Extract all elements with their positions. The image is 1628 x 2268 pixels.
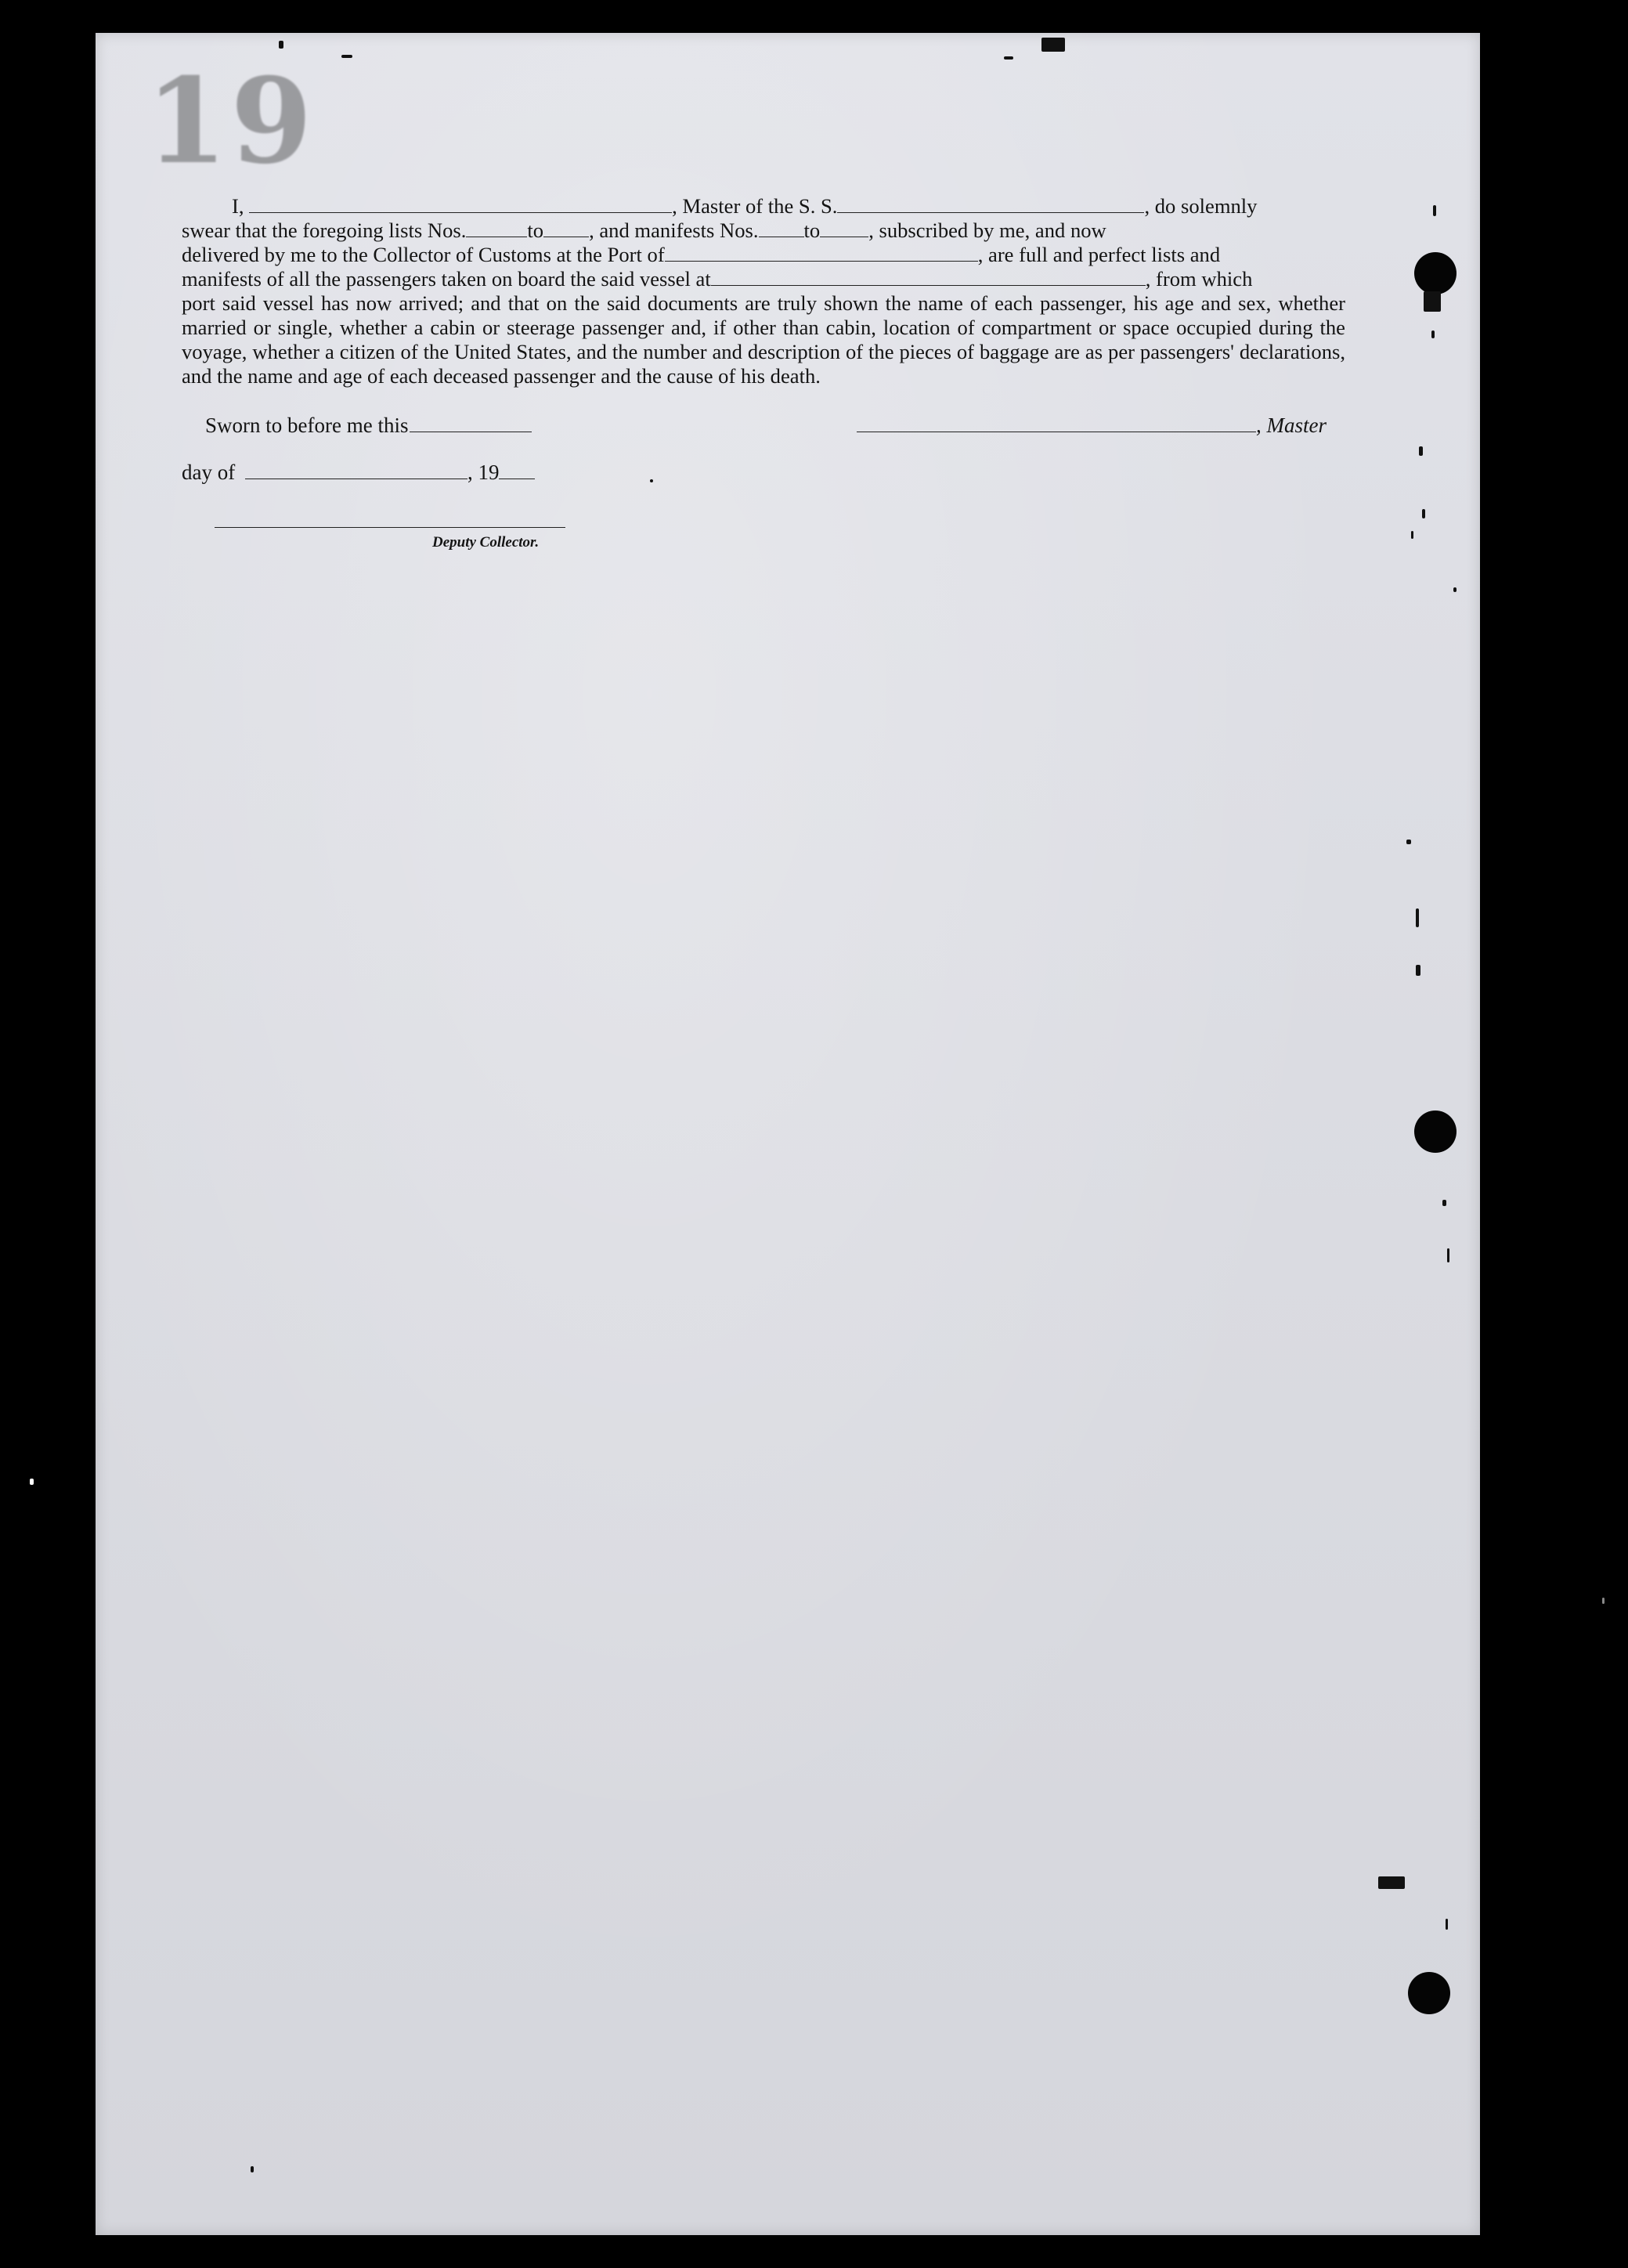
embark-port-blank	[711, 271, 1146, 286]
manifest-from-blank	[759, 222, 804, 237]
master-name-blank	[249, 198, 672, 213]
ink-mark	[1416, 965, 1420, 976]
binding-hole-top	[1414, 252, 1457, 294]
oath-delivered: delivered by me to the Collector of Customs at the Port of	[182, 243, 665, 266]
oath-master-of-ss: , Master of the S. S.	[672, 194, 838, 218]
oath-to-2: to	[803, 218, 821, 242]
scan-dust	[1602, 1598, 1605, 1604]
oath-are-full: , are full and perfect lists and	[977, 243, 1221, 266]
day-of-line	[182, 460, 535, 485]
ink-mark	[1433, 205, 1436, 216]
oath-line-3	[182, 243, 1345, 267]
sworn-line	[205, 414, 532, 438]
ink-mark	[1411, 531, 1413, 539]
oath-swear-text: swear that the foregoing lists Nos.	[182, 218, 467, 242]
day-of-text: day of	[182, 460, 236, 484]
year-blank	[499, 464, 535, 479]
ink-mark	[1447, 1248, 1449, 1262]
ink-mark	[1416, 908, 1419, 927]
month-blank	[245, 464, 467, 479]
ink-mark	[1424, 291, 1441, 312]
list-to-blank	[543, 222, 589, 237]
year-prefix: , 19	[467, 460, 500, 484]
sworn-text: Sworn to before me this	[205, 414, 409, 437]
sheet-number-stamp: 19	[146, 52, 316, 190]
deputy-collector-caption: Deputy Collector.	[432, 534, 540, 551]
oath-line-4	[182, 267, 1345, 291]
oath-manifests-all: manifests of all the passengers taken on board the said vessel at	[182, 267, 711, 291]
ink-mark	[341, 55, 352, 58]
ink-mark	[1422, 509, 1425, 518]
oath-word-i: I,	[232, 194, 244, 218]
ink-mark	[1453, 587, 1457, 592]
bleed-through-header	[471, 158, 1411, 175]
oath-do-solemnly: , do solemnly	[1144, 194, 1258, 218]
ink-mark	[1419, 446, 1423, 456]
ink-mark	[279, 41, 283, 49]
port-blank	[665, 247, 978, 262]
list-from-blank	[466, 222, 527, 237]
oath-from-which: , from which	[1145, 267, 1253, 291]
ink-mark	[1004, 56, 1013, 60]
oath-remainder: port said vessel has now arrived; and that on the said documents are truly shown the name of each passenger, his age and sex, whether married or single, whether a cabin or steerage passenger and, if other than cabin, location of compartment or space occupied during the voyage, whether a citizen of the United States, and the number and description of the pieces of baggage are as per passengers' declarations, and the name and age of each deceased passenger and the cause of his death.	[182, 291, 1345, 388]
oath-line-2	[182, 218, 1345, 243]
oath-subscribed: , subscribed by me, and now	[868, 218, 1106, 242]
ship-name-blank	[837, 198, 1144, 213]
ink-mark	[1431, 330, 1435, 338]
ink-mark	[251, 2166, 254, 2172]
master-label: , Master	[1256, 414, 1327, 437]
ink-mark	[1378, 1876, 1405, 1889]
oath-to-1: to	[527, 218, 544, 242]
oath-line-1	[182, 194, 1345, 218]
ink-mark	[650, 479, 653, 482]
ink-mark	[1446, 1919, 1448, 1930]
manifest-to-blank	[820, 222, 868, 237]
sworn-day-blank	[410, 417, 532, 432]
oath-and-manifests: , and manifests Nos.	[589, 218, 759, 242]
oath-paragraph	[182, 194, 1345, 388]
ink-mark	[1041, 38, 1065, 52]
scan-dust	[30, 1479, 34, 1485]
ink-mark	[1442, 1200, 1446, 1206]
deputy-signature-line	[215, 527, 565, 528]
binding-hole-bottom	[1408, 1972, 1450, 2014]
binding-hole-middle	[1414, 1111, 1457, 1153]
ink-mark	[1406, 840, 1411, 844]
